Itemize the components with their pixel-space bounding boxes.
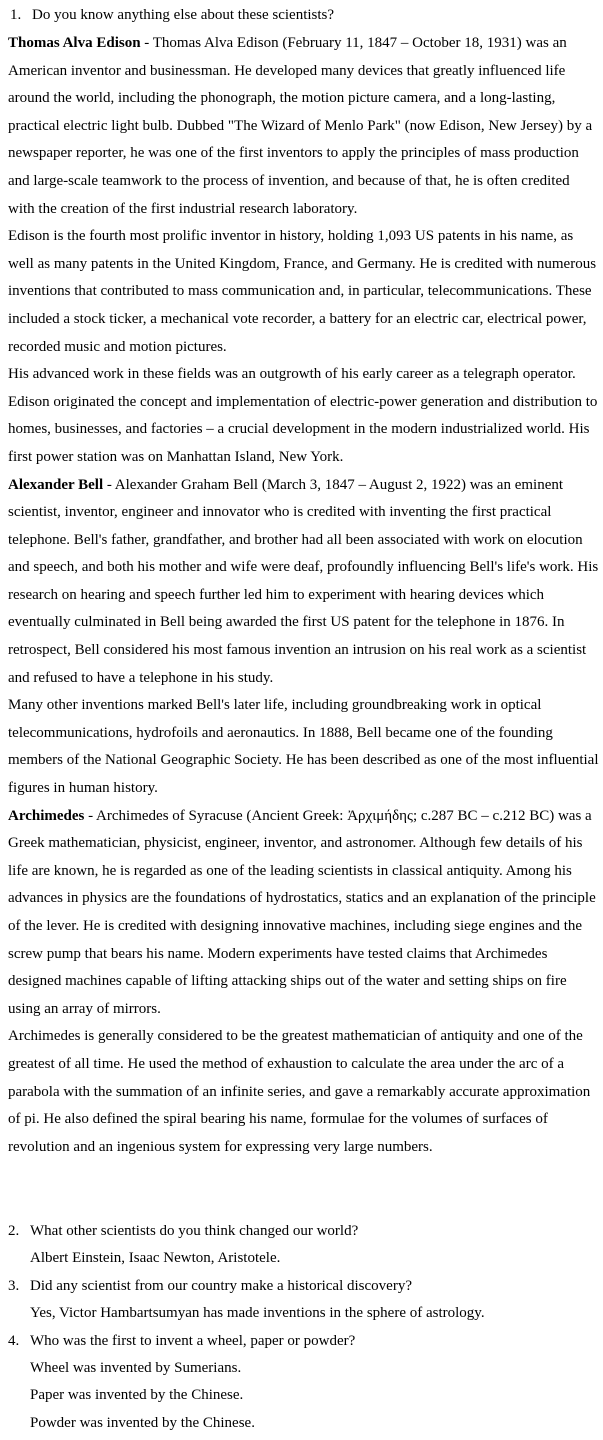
answer-4-2: Paper was invented by the Chinese. (30, 1387, 244, 1404)
scientist-name-edison: Thomas Alva Edison (8, 35, 141, 51)
question-1-text: Do you know anything else about these scientists? (32, 7, 335, 23)
bell-paragraph-2: Many other inventions marked Bell's later life, including groundbreaking work in optical telecommunications, hydrofoils and aeronautics. In 1888, Bell became one of the founding members of the National Geographic Society. He has been described as one of the most influential figures in human history. (8, 697, 599, 797)
answer-3-1: Yes, Victor Hambartsumyan has made inventions in the sphere of astrology. (30, 1305, 485, 1322)
archimedes-paragraph-1 (8, 803, 600, 1024)
question-3-text: Did any scientist from our country make a historical discovery? (30, 1277, 412, 1294)
edison-paragraph-1 (8, 30, 600, 223)
question-3-number: 3. (8, 1277, 20, 1294)
question-1-number: 1. (10, 7, 22, 23)
questions-block (8, 1218, 600, 1437)
bell-paragraph-1 (8, 472, 600, 693)
scientist-name-archimedes: Archimedes (8, 807, 85, 824)
edison-text-1: - Thomas Alva Edison (February 11, 1847 – October 18, 1931) was an American inventor and businessman. He developed many devices that greatly influenced life around the world, including the phonograph, the motion picture camera, and a long-lasting, practical electric light bulb. Dubbed "The Wizard of Menlo Park" (now Edison, New Jersey) by a newspaper reporter, he was one of the first inventors to apply the principles of mass production and large-scale teamwork to the process of invention, and because of that, he is often credited with the creation of the first industrial research laboratory. (8, 35, 593, 217)
question-1 (10, 5, 600, 25)
edison-paragraph-3: His advanced work in these fields was an outgrowth of his early career as a telegraph operator. Edison originated the concept and implementation of electric-power generation and distribution to homes, businesses, and factories – a crucial development in the modern industrialized world. His first power station was on Manhattan Island, New York. (8, 366, 598, 465)
scientists-article (8, 30, 600, 1161)
answer-4-1: Wheel was invented by Sumerians. (30, 1360, 242, 1377)
archimedes-paragraph-2: Archimedes is generally considered to be the greatest mathematician of antiquity and one of the greatest of all time. He used the method of exhaustion to calculate the area under the arc of a parabola with the summation of an infinite series, and gave a remarkably accurate approximation of pi. He also defined the spiral bearing his name, formulae for the volumes of surfaces of revolution and an ingenious system for expressing very large numbers. (8, 1028, 591, 1155)
question-3 (8, 1273, 600, 1328)
question-4 (8, 1328, 600, 1438)
bell-text-1: - Alexander Graham Bell (March 3, 1847 – August 2, 1922) was an eminent scientist, inventor, engineer and innovator who is credited with inventing the first practical telephone. Bell's father, grandfather, and brother had all been associated with work on elocution and speech, and both his mother and wife were deaf, profoundly influencing Bell's life's work. His research on hearing and speech further led him to experiment with hearing devices which eventually culminated in Bell being awarded the first US patent for the telephone in 1876. In retrospect, Bell considered his most famous invention an intrusion on his real work as a scientist and refused to have a telephone in his study. (8, 476, 599, 686)
question-2 (8, 1218, 600, 1273)
answer-2-1: Albert Einstein, Isaac Newton, Aristotele. (30, 1250, 281, 1267)
scientist-name-bell: Alexander Bell (8, 476, 104, 493)
edison-paragraph-2: Edison is the fourth most prolific inventor in history, holding 1,093 US patents in his name, as well as many patents in the United Kingdom, France, and Germany. He is credited with numerous inventions that contributed to mass communication and, in particular, telecommunications. These included a stock ticker, a mechanical vote recorder, a battery for an electric car, electrical power, recorded music and motion pictures. (8, 228, 597, 355)
archimedes-text-1: - Archimedes of Syracuse (Ancient Greek: Ἀρχιμήδης; c.287 BC – c.212 BC) was a Greek mathematician, physicist, engineer, inventor, and astronomer. Although few details of his life are known, he is regarded as one of the leading scientists in classical antiquity. Among his advances in physics are the foundations of hydrostatics, statics and an explanation of the principle of the lever. He is credited with designing innovative machines, including siege engines and the screw pump that bears his name. Modern experiments have tested claims that Archimedes designed machines capable of lifting attacking ships out of the water and setting ships on fire using an array of mirrors. (8, 807, 596, 1017)
question-2-text: What other scientists do you think changed our world? (30, 1223, 359, 1239)
question-4-text: Who was the first to invent a wheel, paper or powder? (30, 1332, 356, 1349)
answer-4-3: Powder was invented by the Chinese. (30, 1414, 255, 1431)
question-2-number: 2. (8, 1223, 20, 1239)
question-4-number: 4. (8, 1332, 20, 1349)
